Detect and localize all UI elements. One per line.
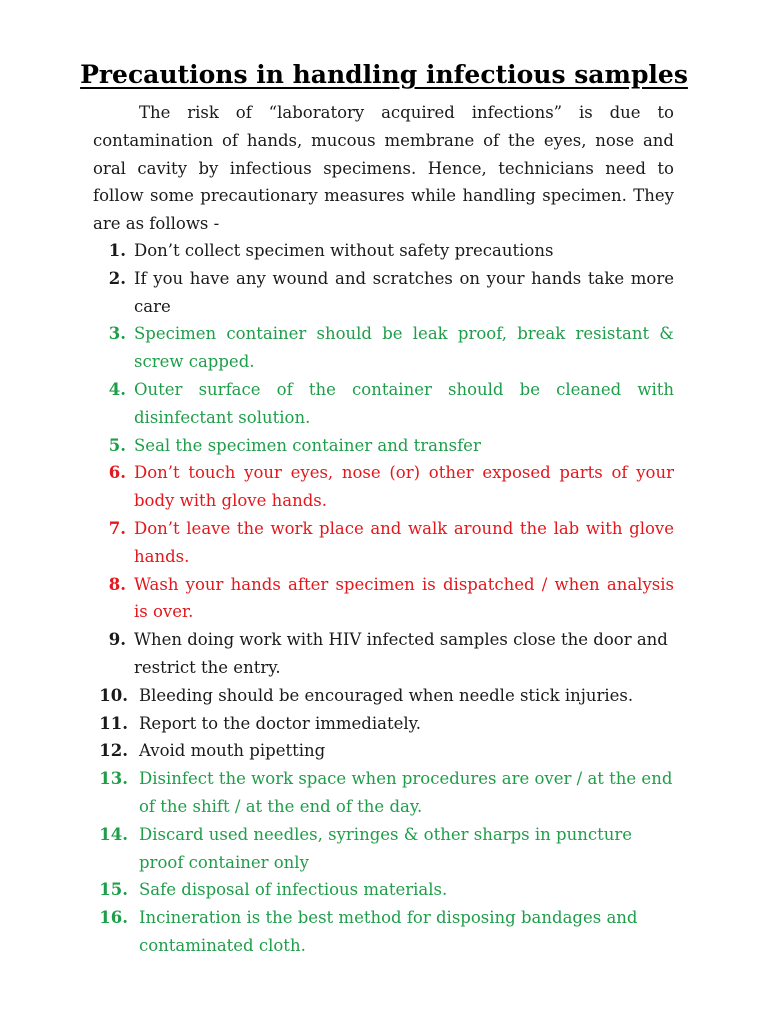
item-number: 6. [108,463,126,483]
list-item [93,904,674,960]
item-text: Bleeding should be encouraged when needle stick injuries. [139,685,634,705]
item-number: 10. [99,685,128,705]
list-item [93,320,674,376]
item-text: Wash your hands after specimen is dispatched / when analysis is over. [134,574,674,622]
item-number: 16. [99,908,128,928]
intro-paragraph [93,99,674,238]
item-number: 9. [108,630,126,650]
item-text: Don’t collect specimen without safety precautions [134,241,554,260]
item-text: Disinfect the work space when procedures are over / at the end of the shift / at the end of the day. [139,769,673,816]
intro-text: The risk of “laboratory acquired infections” is due to contamination of hands, mucous membrane of the eyes, nose and oral cavity by infectious specimens. Hence, technicians need to follow some precautionary measures while handling specimen. They are as follows - [93,103,674,234]
item-number: 5. [108,435,126,455]
item-text: When doing work with HIV infected samples close the door and restrict the entry. [134,630,668,677]
item-number: 11. [99,713,128,733]
item-text: Seal the specimen container and transfer [134,435,481,455]
item-number: 1. [108,241,126,260]
list-item [93,876,674,904]
precautions-list [93,237,674,960]
item-number: 15. [99,880,128,900]
item-number: 2. [108,268,126,288]
item-text: Don’t leave the work place and walk around the lab with glove hands. [134,518,674,566]
list-item [93,515,674,571]
list-item [93,265,674,321]
item-text: Specimen container should be leak proof, break resistant & screw capped. [134,324,674,372]
item-number: 14. [99,824,128,844]
list-item [93,237,674,265]
item-number: 3. [108,324,126,344]
list-item [93,737,674,765]
list-item [93,376,674,432]
item-text: Incineration is the best method for disposing bandages and contaminated cloth. [139,908,638,955]
item-number: 12. [99,741,128,761]
list-item [93,432,674,460]
item-text: Don’t touch your eyes, nose (or) other exposed parts of your body with glove hands. [134,463,674,511]
item-text: Safe disposal of infectious materials. [139,880,448,900]
list-item [93,765,674,821]
page-title: Precautions in handling infectious samples [80,60,688,89]
list-item [93,710,674,738]
item-number: 7. [108,518,126,538]
list-item [93,459,674,515]
list-item [93,682,674,710]
item-text: If you have any wound and scratches on your hands take more care [134,268,674,316]
item-text: Discard used needles, syringes & other sharps in puncture proof container only [139,824,632,872]
list-item [93,821,674,877]
item-text: Avoid mouth pipetting [139,741,326,761]
item-text: Outer surface of the container should be cleaned with disinfectant solution. [134,379,674,427]
item-text: Report to the doctor immediately. [139,713,422,733]
list-item [93,571,674,627]
list-item [93,626,674,682]
item-number: 13. [99,769,128,789]
item-number: 8. [108,574,126,594]
item-number: 4. [108,379,126,399]
